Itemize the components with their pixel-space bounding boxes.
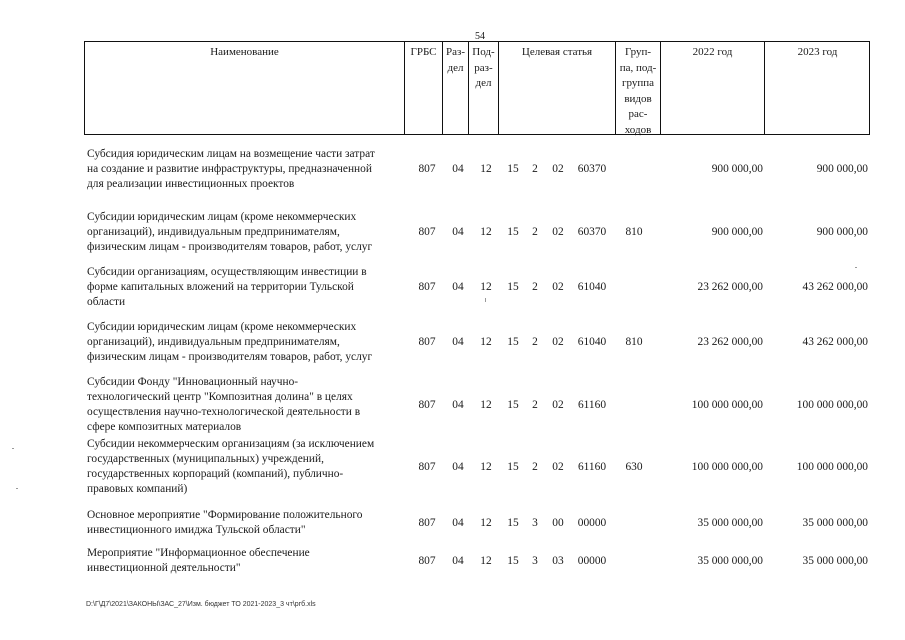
header-grbs: ГРБС [410, 46, 437, 58]
row-name-line: на создание и развитие инфраструктуры, предназначенной [87, 163, 372, 175]
cell-y2023: 100 000 000,00 [796, 461, 868, 473]
header-group-line: видов [624, 92, 652, 105]
cell-t1: 15 [507, 517, 519, 529]
cell-podrazdel: 12 [480, 399, 492, 411]
row-name-line: Субсидия юридическим лицам на возмещение части затрат [87, 148, 375, 160]
cell-y2023: 100 000 000,00 [796, 399, 868, 411]
cell-podrazdel: 12 [480, 555, 492, 567]
row-name-line: Субсидии организациям, осуществляющим инвестиции в [87, 266, 367, 278]
cell-grbs: 807 [418, 336, 436, 348]
cell-t1: 15 [507, 226, 519, 238]
header-2023: 2023 год [797, 46, 838, 58]
row-name [87, 265, 409, 310]
cell-razdel: 04 [452, 517, 464, 529]
row-name-line: сфере композитных материалов [87, 421, 242, 433]
cell-y2023: 35 000 000,00 [802, 517, 868, 529]
cell-grbs: 807 [418, 555, 436, 567]
row-name-line: Субсидии юридическим лицам (кроме некоммерческих [87, 211, 357, 223]
header-2022: 2022 год [692, 46, 733, 58]
file-path-footer: D:\Г\Д7\2021\ЗАКОНЫ\ЗАС_27\Изм. бюджет ТО 2021-2023_3 чт\ргб.xls [86, 601, 316, 608]
scan-speck [855, 267, 857, 268]
header-razdel [443, 45, 468, 76]
cell-t2: 2 [532, 281, 538, 293]
header-podrazdel-line: дел [475, 77, 492, 89]
table-header [84, 41, 870, 135]
header-group-line: Груп- [624, 46, 652, 58]
cell-podrazdel: 12 [480, 163, 492, 175]
row-name-line: государственных корпораций (компаний), публично- [87, 468, 344, 480]
cell-grbs: 807 [418, 226, 436, 238]
cell-y2022: 23 262 000,00 [697, 336, 763, 348]
cell-razdel: 04 [452, 399, 464, 411]
cell-t3: 02 [552, 226, 564, 238]
cell-t3: 03 [552, 555, 564, 567]
header-group-line: па, под- [619, 61, 657, 74]
cell-t2: 2 [532, 399, 538, 411]
row-name [87, 508, 409, 538]
row-name-line: технологический центр "Композитная долина" в целях [87, 391, 353, 403]
cell-grbs: 807 [418, 517, 436, 529]
row-name [87, 210, 409, 255]
cell-t4: 61160 [577, 399, 607, 411]
row-name [87, 437, 409, 497]
header-razdel-line: Раз- [445, 46, 465, 58]
cell-y2022: 100 000 000,00 [691, 461, 763, 473]
page-number: 54 [475, 31, 485, 42]
cell-grbs: 807 [418, 399, 436, 411]
cell-y2023: 900 000,00 [816, 226, 868, 238]
cell-grbs: 807 [418, 281, 436, 293]
cell-group: 810 [625, 336, 643, 348]
row-name-line: инвестиционной деятельности" [87, 562, 241, 574]
cell-y2022: 35 000 000,00 [697, 555, 763, 567]
cell-t3: 00 [552, 517, 564, 529]
row-name-line: организаций), индивидуальным предпринимателям, [87, 226, 340, 238]
row-name-line: области [87, 296, 126, 308]
cell-t2: 2 [532, 163, 538, 175]
cell-t1: 15 [507, 555, 519, 567]
cell-razdel: 04 [452, 555, 464, 567]
cell-podrazdel: 12 [480, 281, 492, 293]
cell-podrazdel: 12 [480, 517, 492, 529]
header-podrazdel-line: раз- [474, 61, 493, 74]
cell-podrazdel: 12 [480, 336, 492, 348]
row-name-line: организаций), индивидуальным предпринимателям, [87, 336, 340, 348]
cell-t4: 61160 [577, 461, 607, 473]
cell-podrazdel: 12 [480, 226, 492, 238]
cell-razdel: 04 [452, 461, 464, 473]
cell-t3: 02 [552, 281, 564, 293]
cell-t3: 02 [552, 399, 564, 411]
row-name [87, 375, 409, 435]
cell-y2022: 900 000,00 [711, 163, 763, 175]
row-name [87, 320, 409, 365]
cell-t3: 02 [552, 461, 564, 473]
cell-t1: 15 [507, 163, 519, 175]
cell-t2: 2 [532, 226, 538, 238]
cell-group: 630 [625, 461, 643, 473]
header-target: Целевая статья [521, 46, 593, 58]
cell-razdel: 04 [452, 163, 464, 175]
cell-grbs: 807 [418, 461, 436, 473]
cell-group: 810 [625, 226, 643, 238]
cell-t1: 15 [507, 399, 519, 411]
cell-t4: 00000 [577, 555, 607, 567]
cell-razdel: 04 [452, 336, 464, 348]
row-name [87, 546, 409, 576]
row-name-line: инвестиционного имиджа Тульской области" [87, 524, 306, 536]
scan-speck [485, 298, 486, 302]
scan-speck [16, 488, 18, 489]
row-name-line: Субсидии некоммерческим организациям (за исключением [87, 438, 375, 450]
cell-y2023: 43 262 000,00 [802, 336, 868, 348]
cell-y2023: 900 000,00 [816, 163, 868, 175]
row-name-line: для реализации инвестиционных проектов [87, 178, 295, 190]
cell-y2022: 35 000 000,00 [697, 517, 763, 529]
cell-t4: 60370 [577, 226, 607, 238]
cell-t2: 2 [532, 461, 538, 473]
header-group [616, 45, 660, 138]
header-group-line: рас- [628, 108, 648, 120]
row-name-line: Основное мероприятие "Формирование положительного [87, 509, 363, 521]
cell-y2023: 43 262 000,00 [802, 281, 868, 293]
row-name-line: государственных (муниципальных) учреждений, [87, 453, 324, 465]
header-group-line: группа [621, 77, 655, 89]
row-name-line: физическим лицам - производителям товаров, работ, услуг [87, 351, 373, 363]
row-name-line: форме капитальных вложений на территории Тульской [87, 281, 354, 293]
header-group-line: ходов [624, 123, 652, 136]
row-name-line: Мероприятие "Информационное обеспечение [87, 547, 310, 559]
row-name-line: Субсидии Фонду "Инновационный научно- [87, 376, 299, 388]
cell-podrazdel: 12 [480, 461, 492, 473]
cell-razdel: 04 [452, 226, 464, 238]
cell-t2: 2 [532, 336, 538, 348]
header-razdel-line: дел [447, 61, 464, 74]
header-podrazdel [469, 45, 498, 92]
cell-t4: 61040 [577, 281, 607, 293]
cell-t2: 3 [532, 517, 538, 529]
header-podrazdel-line: Под- [472, 46, 495, 58]
header-name: Наименование [210, 46, 279, 58]
row-name-line: осуществления научно-технологической деятельности в [87, 406, 361, 418]
cell-y2022: 23 262 000,00 [697, 281, 763, 293]
cell-t3: 02 [552, 163, 564, 175]
cell-y2022: 900 000,00 [711, 226, 763, 238]
cell-t4: 61040 [577, 336, 607, 348]
cell-t1: 15 [507, 281, 519, 293]
cell-razdel: 04 [452, 281, 464, 293]
cell-y2023: 35 000 000,00 [802, 555, 868, 567]
scan-speck [12, 448, 14, 449]
cell-y2022: 100 000 000,00 [691, 399, 763, 411]
cell-t1: 15 [507, 461, 519, 473]
row-name-line: Субсидии юридическим лицам (кроме некоммерческих [87, 321, 357, 333]
cell-grbs: 807 [418, 163, 436, 175]
row-name-line: правовых компаний) [87, 483, 188, 495]
cell-t2: 3 [532, 555, 538, 567]
row-name-line: физическим лицам - производителям товаров, работ, услуг [87, 241, 373, 253]
cell-t3: 02 [552, 336, 564, 348]
cell-t4: 60370 [577, 163, 607, 175]
row-name [87, 147, 409, 192]
cell-t4: 00000 [577, 517, 607, 529]
cell-t1: 15 [507, 336, 519, 348]
